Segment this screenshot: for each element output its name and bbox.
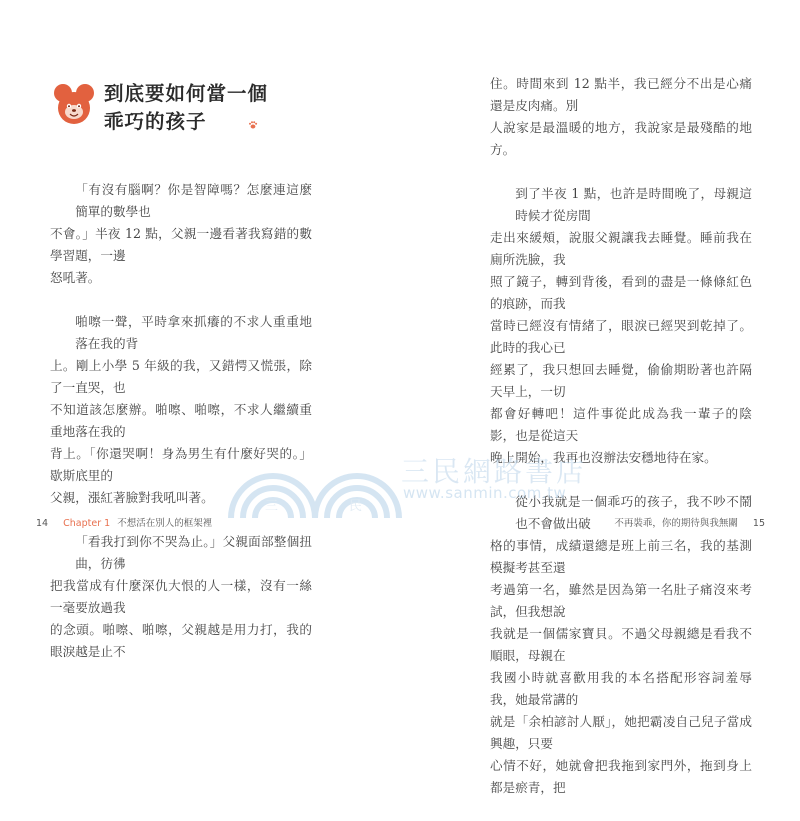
page-footer: [614, 515, 765, 529]
paragraph: [50, 531, 312, 663]
text-line: 人說家是最溫暖的地方，我說家是最殘酷的地方。: [490, 120, 752, 157]
text-line: 怒吼著。: [50, 270, 101, 285]
text-line: 的念頭。啪嚓、啪嚓，父親越是用力打，我的眼淚越是止不: [50, 622, 312, 659]
paragraph: [50, 311, 312, 509]
text-line: 我國小時就喜歡用我的本名搭配形容詞羞辱我，她最常講的: [490, 670, 752, 707]
text-line: 不會。」半夜 12 點，父親一邊看著我寫錯的數學習題，一邊: [50, 226, 312, 263]
left-page: [0, 0, 400, 659]
text-line: 當時已經沒有情緒了，眼淚已經哭到乾掉了。此時的我心已: [490, 318, 752, 355]
paw-print-icon: [248, 120, 258, 130]
title-line-2: 乖巧的孩子: [104, 110, 207, 133]
chapter-running-title: 不想活在別人的框架裡: [117, 518, 213, 529]
watermark-name: 三民網路書店: [401, 455, 588, 488]
page-number: 15: [752, 518, 765, 529]
text-line: 啪嚓一聲，平時拿來抓癢的不求人重重地落在我的背: [75, 314, 312, 351]
watermark-char: 民: [349, 499, 363, 514]
paragraph: [490, 491, 752, 799]
text-line: 晚上開始，我再也沒辦法安穩地待在家。: [490, 450, 717, 465]
page-number: 14: [36, 518, 49, 529]
text-line: 我就是一個儒家寶貝。不過父母親總是看我不順眼，母親在: [490, 626, 752, 663]
text-line: 不知道該怎麼辦。啪嚓、啪嚓，不求人繼續重重地落在我的: [50, 402, 312, 439]
body-text: [50, 179, 312, 685]
chapter-label: Chapter 1: [63, 518, 111, 529]
text-line: 「看我打到你不哭為止。」父親面部整個扭曲，彷彿: [75, 534, 312, 571]
section-heading: [52, 80, 268, 136]
text-line: 都會好轉吧！這件事從此成為我一輩子的陰影，也是從這天: [490, 406, 752, 443]
right-page: [400, 0, 800, 795]
text-line: 「有沒有腦啊？你是智障嗎？怎麼連這麼簡單的數學也: [75, 182, 312, 219]
text-line: 考過第一名，雖然是因為第一名肚子痛沒來考試，但我想說: [490, 582, 752, 619]
text-line: 把我當成有什麼深仇大恨的人一樣，沒有一絲一毫要放過我: [50, 578, 312, 615]
body-text: [490, 73, 752, 821]
text-line: 到了半夜 1 點，也許是時間晚了，母親這時候才從房間: [515, 186, 752, 223]
text-line: 心情不好，她就會把我拖到家門外，拖到身上都是瘀青，把: [490, 758, 752, 795]
paragraph: [50, 179, 312, 289]
text-line: 經累了，我只想回去睡覺，偷偷期盼著也許隔天早上，一切: [490, 362, 752, 399]
text-line: 從小我就是一個乖巧的孩子，我不吵不鬧也不會做出破: [515, 494, 752, 531]
text-line: 照了鏡子，轉到背後，看到的盡是一條條紅色的痕跡，而我: [490, 274, 752, 311]
title-line-1: 到底要如何當一個: [104, 82, 269, 105]
text-line: 父親，漲紅著臉對我吼叫著。: [50, 490, 214, 505]
text-line: 走出來緩頰，說服父親讓我去睡覺。睡前我在廁所洗臉，我: [490, 230, 752, 267]
chapter-title: [104, 80, 268, 136]
text-line: 背上。「你還哭啊！身為男生有什麼好哭的。」歇斯底里的: [50, 446, 312, 483]
text-line: 上。剛上小學 5 年級的我，又錯愕又慌張，除了一直哭，也: [50, 358, 312, 395]
book-running-title: 不再裝乖，你的期待與我無關: [614, 518, 738, 529]
text-line: 就是「余柏諺討人厭」，她把霸凌自己兒子當成興趣，只要: [490, 714, 752, 751]
text-line: 住。時間來到 12 點半，我已經分不出是心痛還是皮肉痛。別: [490, 76, 752, 113]
page-footer: [36, 515, 212, 529]
paragraph: [490, 183, 752, 469]
watermark-url: www.sanmin.com.tw: [403, 484, 567, 502]
text-line: 格的事情，成績還總是班上前三名，我的基測模擬考甚至還: [490, 538, 752, 575]
paragraph-continued: [490, 73, 752, 161]
watermark-char: 三: [265, 499, 279, 514]
bear-mascot-icon: [52, 82, 96, 126]
